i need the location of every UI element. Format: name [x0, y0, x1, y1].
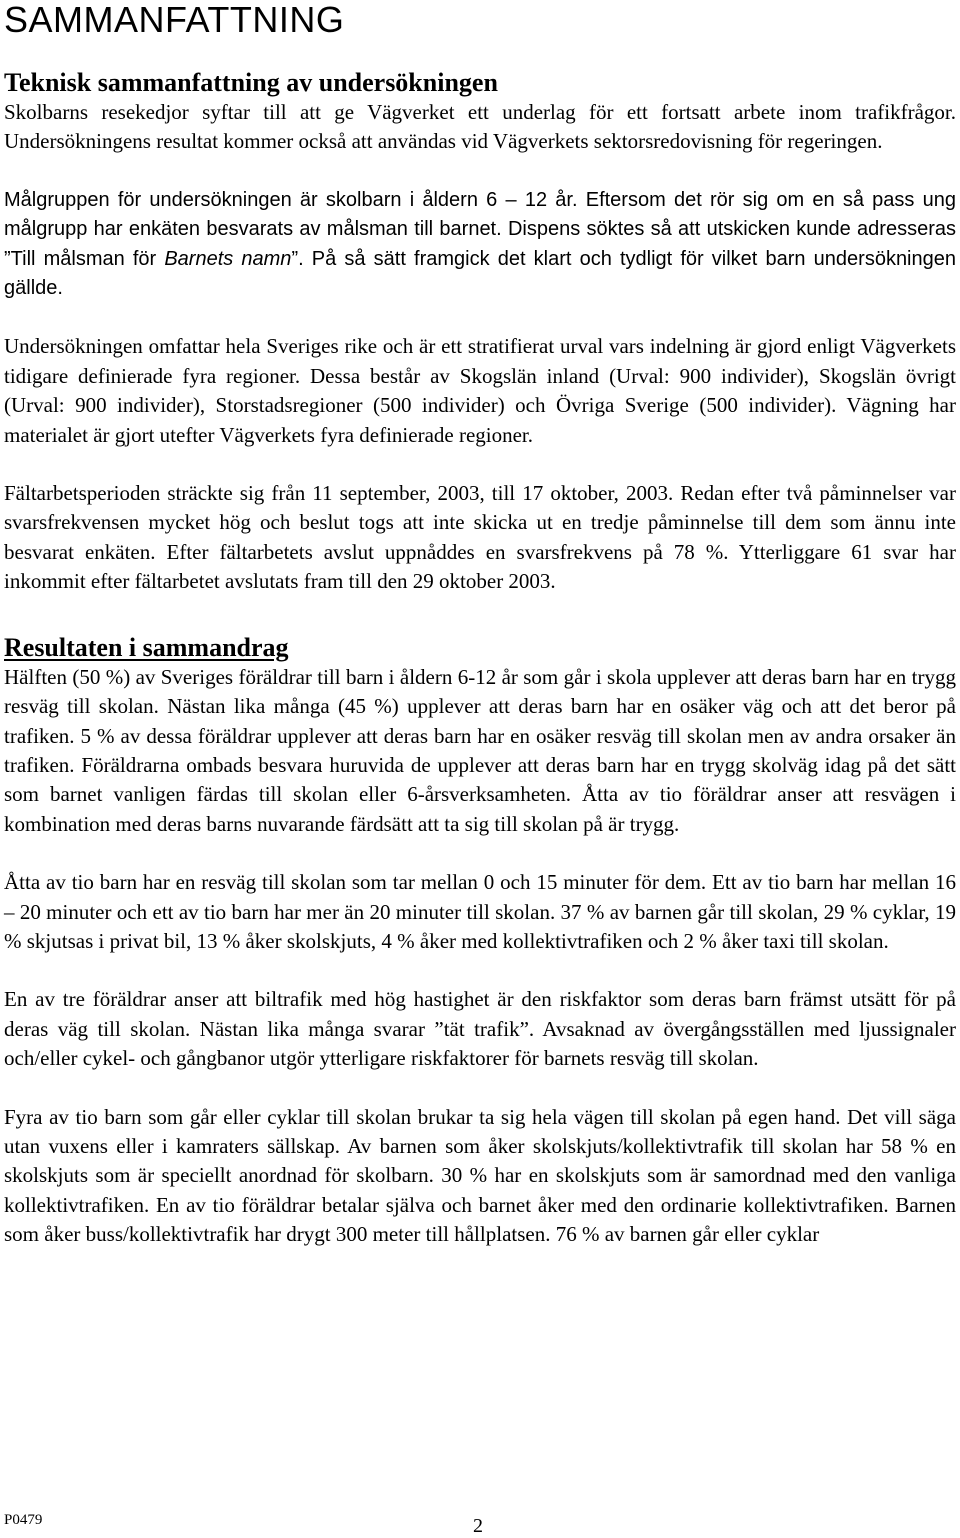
document-title: SAMMANFATTNING	[4, 0, 345, 40]
paragraph-target-group-text-b: ”. På så sätt framgick det klart och tydligt för vilket barn undersökningen gällde.	[4, 247, 956, 300]
paragraph-results-safety: Hälften (50 %) av Sveriges föräldrar till barn i åldern 6-12 år som går i skola upplever att deras barn har en trygg resväg till skolan. Nästan lika många (45 %) upplever att deras barn har en osäker väg och att det beror på trafiken. 5 % av dessa föräldrar upplever att deras barn har en osäker resväg till skolan men av andra orsaker än trafiken. Föräldrarna ombads besvara huruvida de upplever att deras barn har en trygg skolväg idag på det sätt som barnet vanligen färdas till skolan eller 6-årsverksamheten. Åtta av tio föräldrar anser att resvägen i kombination med deras barns nuvarande färdsätt att ta sig till skolan på är trygg.	[4, 664, 956, 836]
paragraph-results-risk-factors: En av tre föräldrar anser att biltrafik med hög hastighet är den riskfaktor som deras barn främst utsätt för på deras väg till skolan. Nästan lika många svarar ”tät trafik”. Avsaknad av övergångsställen med ljussignaler och/eller cykel- och gångbanor utgör ytterligare riskfaktorer för barnets resväg till skolan.	[4, 987, 956, 1071]
paragraph-fieldwork: Fältarbetsperioden sträckte sig från 11 september, 2003, till 17 oktober, 2003. Redan efter två påminnelser var svarsfrekvensen mycket hög och beslut togs att inte skicka ut en tredje påminnelse till dem som ännu inte besvarat enkäten. Efter fältarbetets avslut uppnåddes en svarsfrekvens på 78 %. Ytterliggare 61 svar har inkommit efter fältarbetet avslutats fram till den 29 oktober 2003.	[4, 481, 956, 594]
paragraph-results-independence: Fyra av tio barn som går eller cyklar till skolan brukar ta sig hela vägen till skolan på egen hand. Det vill säga utan vuxens eller i kamraters sällskap. Av barnen som åker skolskjuts/kollektivtrafik till skolan har 58 % en skolskjuts som är speciellt anordnad för skolbarn. 30 % har en skolskjuts som är samordnad med den vanliga kollektivtrafiken. En av tio föräldrar betalar själva och barnet åker med den ordinarie kollektivtrafiken. Barnen som åker buss/kollektivtrafik har drygt 300 meter till hållplatsen. 76 % av barnen går eller cyklar	[4, 1104, 956, 1247]
paragraph-target-group-italic: Barnets namn	[164, 247, 292, 270]
paragraph-target-group-text-a: Målgruppen för undersökningen är skolbarn i åldern 6 – 12 år. Eftersom det rör sig om en så pass ung målgrupp har enkäten besvarats av målsman till barnet. Dispens söktes så att utskicken kunde adresseras ”Till målsman för	[4, 188, 956, 270]
document-code: P0479	[4, 1512, 43, 1528]
paragraph-results-travel-time: Åtta av tio barn har en resväg till skolan som tar mellan 0 och 15 minuter för dem. Ett av tio barn har mellan 16 – 20 minuter och ett av tio barn har mer än 20 minuter till skolan. 37 % av barnen går till skolan, 29 % cyklar, 19 % skjutsas i privat bil, 13 % åker skolskjuts, 4 % åker med kollektivtrafiken och 2 % åker taxi till skolan.	[4, 870, 956, 953]
section-heading-results: Resultaten i sammandrag	[4, 632, 289, 662]
paragraph-target-group	[4, 186, 956, 304]
paragraph-purpose: Skolbarns resekedjor syftar till att ge Vägverket ett underlag för ett fortsatt arbete inom trafikfrågor. Undersökningens resultat kommer också att användas vid Vägverkets sektorsredovisning för regeringen.	[4, 100, 956, 154]
page-number: 2	[473, 1515, 483, 1537]
section-heading-technical-summary: Teknisk sammanfattning av undersökningen	[4, 68, 498, 97]
document-page	[4, 0, 956, 1250]
paragraph-sampling: Undersökningen omfattar hela Sveriges rike och är ett stratifierat urval vars indelning är gjord enligt Vägverkets tidigare definierade fyra regioner. Dessa består av Skogslän inland (Urval: 900 individer), Skogslän övrigt (Urval: 900 individer), Storstadsregioner (500 individer) och Övriga Sverige (500 individer). Vägning har materialet är gjort utefter Vägverkets fyra definierade regioner.	[4, 334, 956, 447]
